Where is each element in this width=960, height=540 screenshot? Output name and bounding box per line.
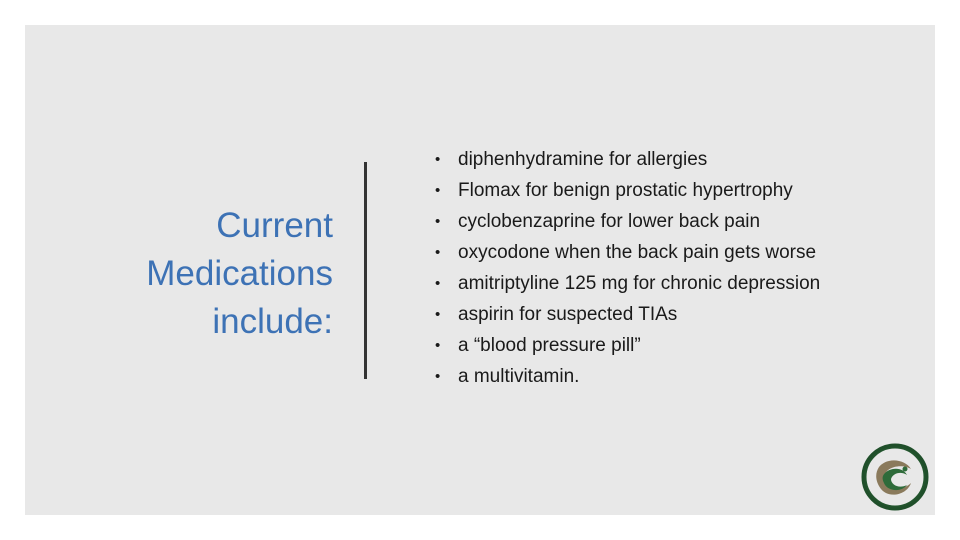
- list-item: [435, 299, 820, 330]
- title-line-2: Medications: [146, 254, 333, 293]
- caduceus-circle-logo-icon: [861, 443, 929, 511]
- medication-list: [435, 144, 820, 392]
- list-item: [435, 206, 820, 237]
- medication-text: diphenhydramine for allergies: [458, 149, 708, 170]
- medication-text: cyclobenzaprine for lower back pain: [458, 211, 761, 232]
- medication-text: oxycodone when the back pain gets worse: [458, 242, 817, 263]
- medication-text: a multivitamin.: [458, 366, 580, 387]
- bullet-icon: •: [435, 213, 441, 230]
- medication-text: aspirin for suspected TIAs: [458, 304, 678, 325]
- bullet-icon: •: [435, 151, 441, 168]
- list-item: [435, 268, 820, 299]
- list-item: [435, 144, 820, 175]
- list-item: [435, 361, 820, 392]
- list-item: [435, 330, 820, 361]
- bullet-icon: •: [435, 337, 441, 354]
- list-item: [435, 237, 820, 268]
- bullet-icon: •: [435, 275, 441, 292]
- medication-text: amitriptyline 125 mg for chronic depression: [458, 273, 821, 294]
- medication-text: a “blood pressure pill”: [458, 335, 641, 356]
- bullet-icon: •: [435, 182, 441, 199]
- bullet-icon: •: [435, 306, 441, 323]
- list-item: [435, 175, 820, 206]
- title-line-1: Current: [216, 206, 333, 245]
- medication-text: Flomax for benign prostatic hypertrophy: [458, 180, 793, 201]
- vertical-divider: [364, 162, 367, 379]
- bullet-icon: •: [435, 368, 441, 385]
- slide-title: [60, 202, 333, 346]
- bullet-icon: •: [435, 244, 441, 261]
- title-line-3: include:: [212, 302, 333, 341]
